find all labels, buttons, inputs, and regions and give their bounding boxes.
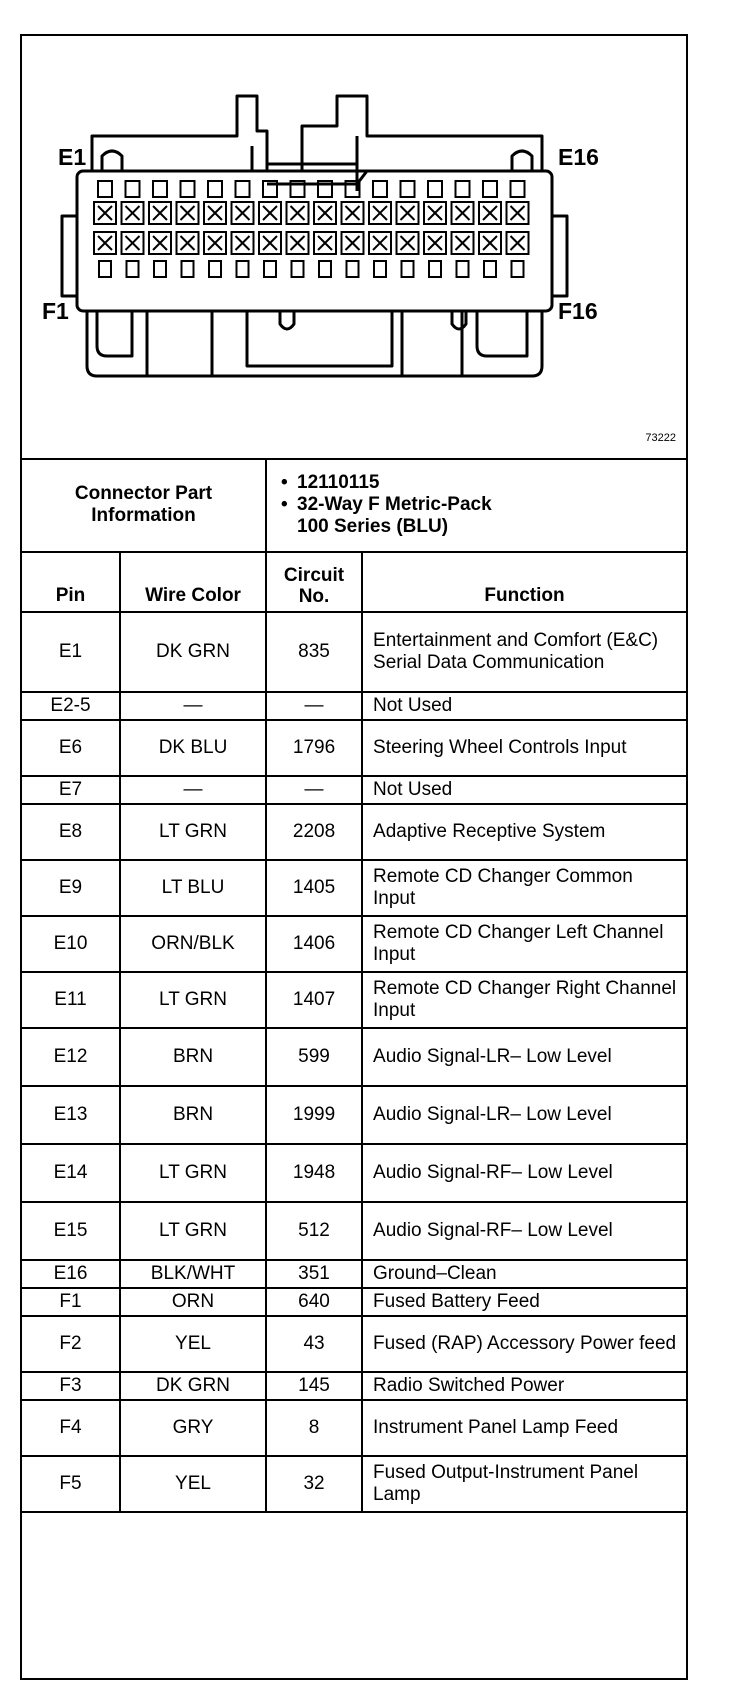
top-latch [428, 181, 442, 197]
cavity-mark [373, 206, 387, 220]
function-cell: Remote CD Changer Left Channel Input [362, 916, 686, 972]
pin-cell: E12 [22, 1028, 120, 1086]
circuit-cell: 145 [266, 1372, 362, 1400]
table-row [22, 972, 686, 1028]
cavity-mark [263, 236, 277, 250]
col-wire-color: Wire Color [120, 552, 266, 612]
function-cell: Entertainment and Comfort (E&C) Serial Data Communication [362, 612, 686, 692]
col-circuit [266, 552, 362, 612]
wire-color-cell: LT GRN [120, 1144, 266, 1202]
connector-info-label [22, 458, 266, 552]
function-cell: Instrument Panel Lamp Feed [362, 1400, 686, 1456]
bullet-glyph: • [281, 471, 288, 493]
col-function: Function [362, 552, 686, 612]
table-row [22, 720, 686, 776]
label-f16: F16 [558, 298, 598, 324]
cavity-mark [98, 236, 112, 250]
circuit-cell: — [266, 692, 362, 720]
wire-color-cell: GRY [120, 1400, 266, 1456]
top-latch [401, 181, 415, 197]
wire-color-cell: LT BLU [120, 860, 266, 916]
cavity-mark [483, 206, 497, 220]
cavity-mark [236, 206, 250, 220]
table-row [22, 1260, 686, 1288]
wire-color-cell: BRN [120, 1028, 266, 1086]
table-row [22, 916, 686, 972]
cavity-mark [236, 236, 250, 250]
connector-diagram [22, 36, 686, 460]
function-cell: Ground–Clean [362, 1260, 686, 1288]
top-latch [483, 181, 497, 197]
table-row [22, 1456, 686, 1512]
description-line2: 100 Series (BLU) [297, 515, 449, 537]
function-cell: Audio Signal-LR– Low Level [362, 1028, 686, 1086]
pin-cell: E15 [22, 1202, 120, 1260]
cavity-mark [346, 206, 360, 220]
label-e16: E16 [558, 144, 599, 170]
figure-number: 73222 [645, 432, 676, 444]
cavity-mark [208, 206, 222, 220]
pin-cell: F4 [22, 1400, 120, 1456]
connector-info-row [22, 458, 686, 552]
circuit-cell: 512 [266, 1202, 362, 1260]
wire-color-cell: DK GRN [120, 1372, 266, 1400]
pin-cell: E13 [22, 1086, 120, 1144]
bottom-latch [512, 261, 524, 277]
cavity-mark [181, 206, 195, 220]
wire-color-cell: BLK/WHT [120, 1260, 266, 1288]
pin-cell: E1 [22, 612, 120, 692]
circuit-cell: 640 [266, 1288, 362, 1316]
circuit-cell: 1948 [266, 1144, 362, 1202]
function-cell: Remote CD Changer Common Input [362, 860, 686, 916]
cavity-mark [511, 206, 525, 220]
col-circuit-line2: No. [298, 586, 330, 607]
cavity-mark [318, 236, 332, 250]
cavity-mark [456, 236, 470, 250]
circuit-cell: 1406 [266, 916, 362, 972]
wire-color-cell: ORN/BLK [120, 916, 266, 972]
cavity-mark [401, 206, 415, 220]
wire-color-cell: — [120, 776, 266, 804]
circuit-cell: 1796 [266, 720, 362, 776]
circuit-cell: 8 [266, 1400, 362, 1456]
bottom-latch [347, 261, 359, 277]
pin-cell: E11 [22, 972, 120, 1028]
circuit-cell: 2208 [266, 804, 362, 860]
cavity-mark [153, 236, 167, 250]
pin-cell: F1 [22, 1288, 120, 1316]
cavity-mark [318, 206, 332, 220]
connector-info-label-text: Connector Part Information [74, 482, 213, 526]
circuit-cell: 32 [266, 1456, 362, 1512]
col-pin: Pin [22, 552, 120, 612]
function-cell: Audio Signal-RF– Low Level [362, 1144, 686, 1202]
top-latch [456, 181, 470, 197]
wire-color-cell: LT GRN [120, 972, 266, 1028]
table-row [22, 1028, 686, 1086]
cavity-mark [126, 206, 140, 220]
cavity-mark [291, 236, 305, 250]
circuit-cell: — [266, 776, 362, 804]
description-line1: 32-Way F Metric-Pack [297, 493, 492, 515]
table-row [22, 1086, 686, 1144]
part-number: 12110115 [297, 471, 380, 493]
cavity-mark [208, 236, 222, 250]
function-cell: Radio Switched Power [362, 1372, 686, 1400]
table-row [22, 1288, 686, 1316]
table-row [22, 860, 686, 916]
top-latch [208, 181, 222, 197]
bottom-latch [374, 261, 386, 277]
table-row [22, 1144, 686, 1202]
table-row [22, 1372, 686, 1400]
bottom-latch [209, 261, 221, 277]
cavity-mark [181, 236, 195, 250]
circuit-cell: 1407 [266, 972, 362, 1028]
circuit-cell: 351 [266, 1260, 362, 1288]
table-row [22, 776, 686, 804]
cavity-mark [483, 236, 497, 250]
bottom-latch [429, 261, 441, 277]
function-cell: Fused Battery Feed [362, 1288, 686, 1316]
circuit-cell: 835 [266, 612, 362, 692]
pin-cell: F2 [22, 1316, 120, 1372]
bottom-latch [99, 261, 111, 277]
cavity-mark [428, 206, 442, 220]
bottom-latch [402, 261, 414, 277]
bottom-latch [484, 261, 496, 277]
part-number-item [281, 472, 672, 494]
table-row [22, 804, 686, 860]
function-cell: Fused (RAP) Accessory Power feed [362, 1316, 686, 1372]
table-row [22, 692, 686, 720]
cavity-mark [456, 206, 470, 220]
function-cell: Not Used [362, 692, 686, 720]
top-latch [236, 181, 250, 197]
top-latch [98, 181, 112, 197]
cavity-mark [428, 236, 442, 250]
circuit-cell: 1405 [266, 860, 362, 916]
function-cell: Fused Output-Instrument Panel Lamp [362, 1456, 686, 1512]
cavity-mark [373, 236, 387, 250]
top-latch [511, 181, 525, 197]
wire-color-cell: — [120, 692, 266, 720]
function-cell: Remote CD Changer Right Channel Input [362, 972, 686, 1028]
wire-color-cell: LT GRN [120, 1202, 266, 1260]
pin-cell: E7 [22, 776, 120, 804]
wire-color-cell: DK GRN [120, 612, 266, 692]
top-latch [126, 181, 140, 197]
pin-cell: E9 [22, 860, 120, 916]
bottom-latch [457, 261, 469, 277]
cavity-mark [263, 206, 277, 220]
cavity-mark [291, 206, 305, 220]
bullet-glyph: • [281, 493, 288, 515]
description-item [281, 494, 672, 538]
bottom-latch [237, 261, 249, 277]
function-cell: Audio Signal-RF– Low Level [362, 1202, 686, 1260]
wire-color-cell: YEL [120, 1456, 266, 1512]
bottom-latch [292, 261, 304, 277]
bottom-latch [264, 261, 276, 277]
wire-color-cell: BRN [120, 1086, 266, 1144]
wire-color-cell: LT GRN [120, 804, 266, 860]
cavity-mark [346, 236, 360, 250]
table-row [22, 1316, 686, 1372]
wire-color-cell: ORN [120, 1288, 266, 1316]
connector-drawing [22, 36, 686, 458]
pin-cell: E16 [22, 1260, 120, 1288]
top-latch [181, 181, 195, 197]
function-cell: Audio Signal-LR– Low Level [362, 1086, 686, 1144]
bottom-latch [154, 261, 166, 277]
cavity-mark [153, 206, 167, 220]
pin-cell: F5 [22, 1456, 120, 1512]
function-cell: Adaptive Receptive System [362, 804, 686, 860]
pinout-table [22, 458, 686, 1513]
cavity-mark [511, 236, 525, 250]
circuit-cell: 43 [266, 1316, 362, 1372]
connector-description [297, 494, 492, 538]
table-row [22, 1202, 686, 1260]
bottom-latch [127, 261, 139, 277]
circuit-cell: 599 [266, 1028, 362, 1086]
bottom-latch [319, 261, 331, 277]
cavity-mark [98, 206, 112, 220]
top-latch [153, 181, 167, 197]
connector-sheet [20, 34, 688, 1680]
cavity-mark [401, 236, 415, 250]
table-row [22, 612, 686, 692]
connector-info-values [266, 458, 686, 552]
table-row [22, 1400, 686, 1456]
label-e1: E1 [58, 144, 87, 170]
wire-color-cell: YEL [120, 1316, 266, 1372]
circuit-cell: 1999 [266, 1086, 362, 1144]
function-cell: Not Used [362, 776, 686, 804]
label-f1: F1 [42, 298, 69, 324]
bottom-latch [182, 261, 194, 277]
pin-cell: E6 [22, 720, 120, 776]
function-cell: Steering Wheel Controls Input [362, 720, 686, 776]
pin-cell: E2-5 [22, 692, 120, 720]
top-latch [373, 181, 387, 197]
col-circuit-line1: Circuit [283, 565, 345, 586]
column-header-row [22, 552, 686, 612]
pin-cell: E14 [22, 1144, 120, 1202]
pin-cell: E8 [22, 804, 120, 860]
pin-cell: E10 [22, 916, 120, 972]
pin-cell: F3 [22, 1372, 120, 1400]
cavity-mark [126, 236, 140, 250]
wire-color-cell: DK BLU [120, 720, 266, 776]
